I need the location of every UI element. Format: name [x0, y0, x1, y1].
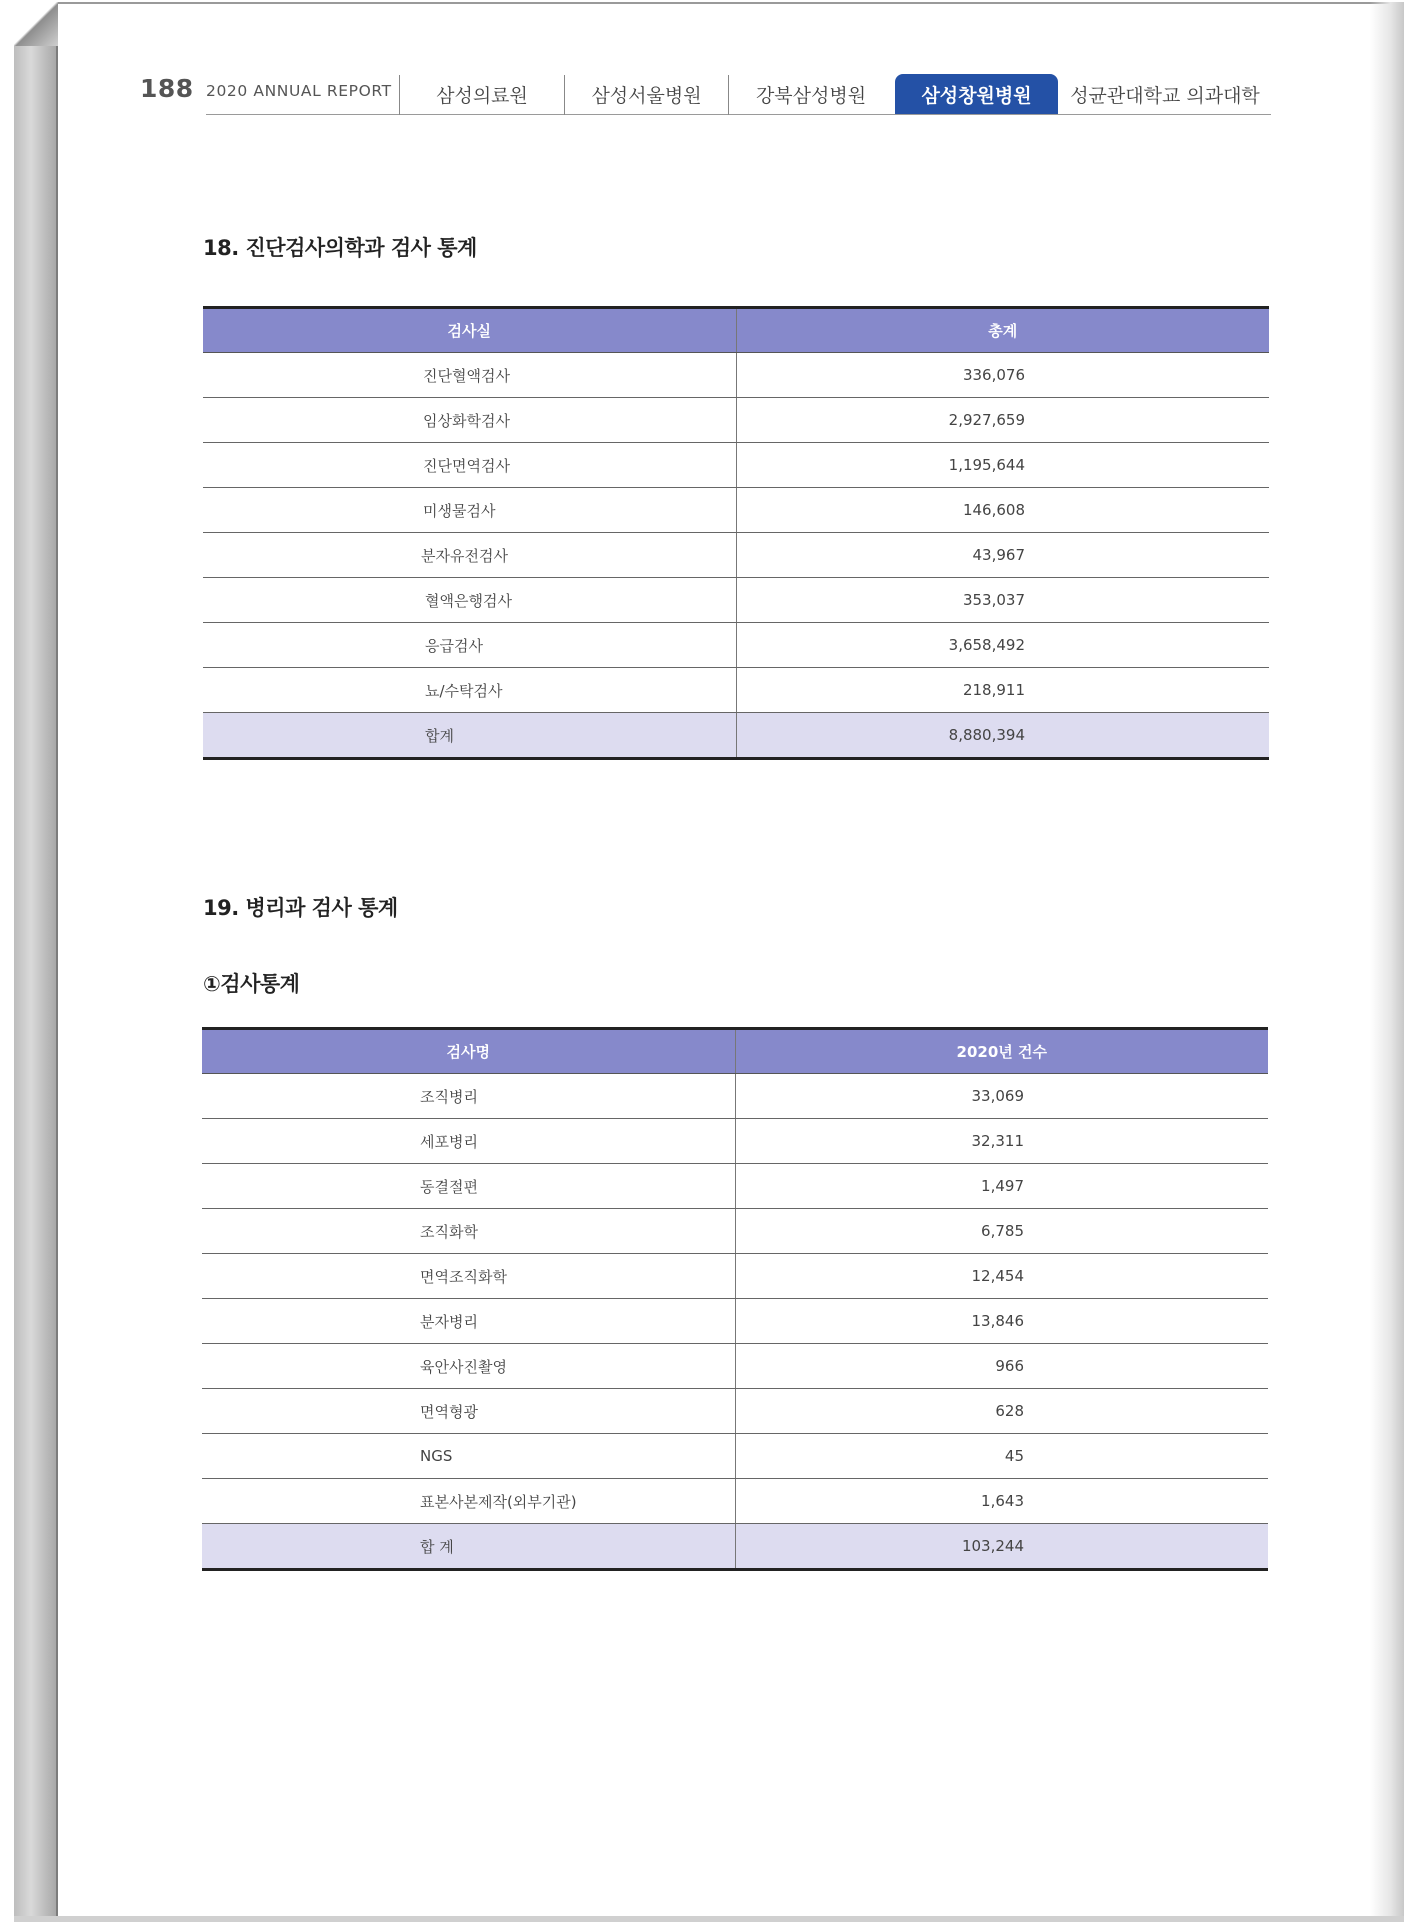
table-total-row — [203, 713, 1269, 759]
test-name: 면역조직화학 — [202, 1254, 735, 1299]
test-count: 45 — [735, 1434, 1268, 1479]
table-row — [202, 1389, 1268, 1434]
tab-samsung-medical-center[interactable]: 삼성의료원 — [436, 84, 528, 107]
lab-count: 2,927,659 — [736, 398, 1269, 443]
book-spine — [14, 2, 58, 1922]
table-row — [202, 1254, 1268, 1299]
lab-count: 146,608 — [736, 488, 1269, 533]
tab-samsung-seoul-hospital[interactable]: 삼성서울병원 — [591, 84, 702, 107]
header-divider — [206, 114, 1271, 115]
total-label: 합 계 — [202, 1524, 735, 1570]
lab-name: 응급검사 — [203, 623, 736, 668]
test-name: 육안사진촬영 — [202, 1344, 735, 1389]
test-count: 32,311 — [735, 1119, 1268, 1164]
table-row — [202, 1209, 1268, 1254]
page-edge-shadow — [1370, 2, 1404, 1922]
lab-count: 1,195,644 — [736, 443, 1269, 488]
lab-name: 뇨/수탁검사 — [203, 668, 736, 713]
test-count: 1,497 — [735, 1164, 1268, 1209]
test-name: 표본사본제작(외부기관) — [202, 1479, 735, 1524]
table-row — [202, 1119, 1268, 1164]
tab-kangbuk-samsung-hospital[interactable]: 강북삼성병원 — [755, 84, 867, 107]
table-row — [203, 353, 1269, 398]
lab-count: 336,076 — [736, 353, 1269, 398]
table-row — [202, 1479, 1268, 1524]
section-19-title: 19. 병리과 검사 통계 — [203, 896, 398, 920]
table-row — [202, 1344, 1268, 1389]
column-header-total: 총계 — [736, 308, 1269, 353]
page-bottom-edge — [14, 1916, 1404, 1922]
tab-samsung-changwon-hospital[interactable]: 삼성창원병원 — [895, 74, 1058, 114]
test-name: 분자병리 — [202, 1299, 735, 1344]
lab-test-stats-table — [203, 306, 1269, 760]
total-count: 8,880,394 — [736, 713, 1269, 759]
test-count: 13,846 — [735, 1299, 1268, 1344]
lab-name: 임상화학검사 — [203, 398, 736, 443]
table-header-row — [202, 1029, 1268, 1074]
total-count: 103,244 — [735, 1524, 1268, 1570]
test-count: 1,643 — [735, 1479, 1268, 1524]
table-row — [202, 1434, 1268, 1479]
test-count: 966 — [735, 1344, 1268, 1389]
table-row — [203, 623, 1269, 668]
column-header-test-name: 검사명 — [202, 1029, 735, 1074]
table-header-row — [203, 308, 1269, 353]
section-18-title: 18. 진단검사의학과 검사 통계 — [203, 236, 477, 260]
test-count: 6,785 — [735, 1209, 1268, 1254]
test-name: 동결절편 — [202, 1164, 735, 1209]
lab-name: 혈액은행검사 — [203, 578, 736, 623]
test-count: 12,454 — [735, 1254, 1268, 1299]
test-name: 조직병리 — [202, 1074, 735, 1119]
lab-name: 진단면역검사 — [203, 443, 736, 488]
page-frame — [14, 2, 1394, 1922]
table-row — [203, 488, 1269, 533]
pathology-test-stats-table — [202, 1027, 1268, 1571]
report-title: 2020 ANNUAL REPORT — [206, 82, 392, 100]
column-header-lab: 검사실 — [203, 308, 736, 353]
total-label: 합계 — [203, 713, 736, 759]
table-row — [202, 1074, 1268, 1119]
lab-count: 3,658,492 — [736, 623, 1269, 668]
section-19-subtitle: ①검사통계 — [203, 972, 300, 996]
test-name: NGS — [202, 1434, 735, 1479]
tab-skku-school-of-medicine[interactable]: 성균관대학교 의과대학 — [1070, 84, 1260, 107]
table-row — [202, 1299, 1268, 1344]
lab-count: 218,911 — [736, 668, 1269, 713]
lab-count: 43,967 — [736, 533, 1269, 578]
page-fold-corner — [14, 2, 58, 46]
lab-name: 진단혈액검사 — [203, 353, 736, 398]
table-row — [203, 578, 1269, 623]
lab-name: 분자유전검사 — [203, 533, 736, 578]
test-count: 628 — [735, 1389, 1268, 1434]
table-row — [203, 398, 1269, 443]
table-row — [203, 668, 1269, 713]
test-name: 세포병리 — [202, 1119, 735, 1164]
table-row — [202, 1164, 1268, 1209]
test-count: 33,069 — [735, 1074, 1268, 1119]
table-total-row — [202, 1524, 1268, 1570]
lab-name: 미생물검사 — [203, 488, 736, 533]
table-row — [203, 533, 1269, 578]
column-header-2020-count: 2020년 건수 — [735, 1029, 1268, 1074]
page-number: 188 — [140, 74, 194, 103]
table-row — [203, 443, 1269, 488]
test-name: 조직화학 — [202, 1209, 735, 1254]
lab-count: 353,037 — [736, 578, 1269, 623]
test-name: 면역형광 — [202, 1389, 735, 1434]
